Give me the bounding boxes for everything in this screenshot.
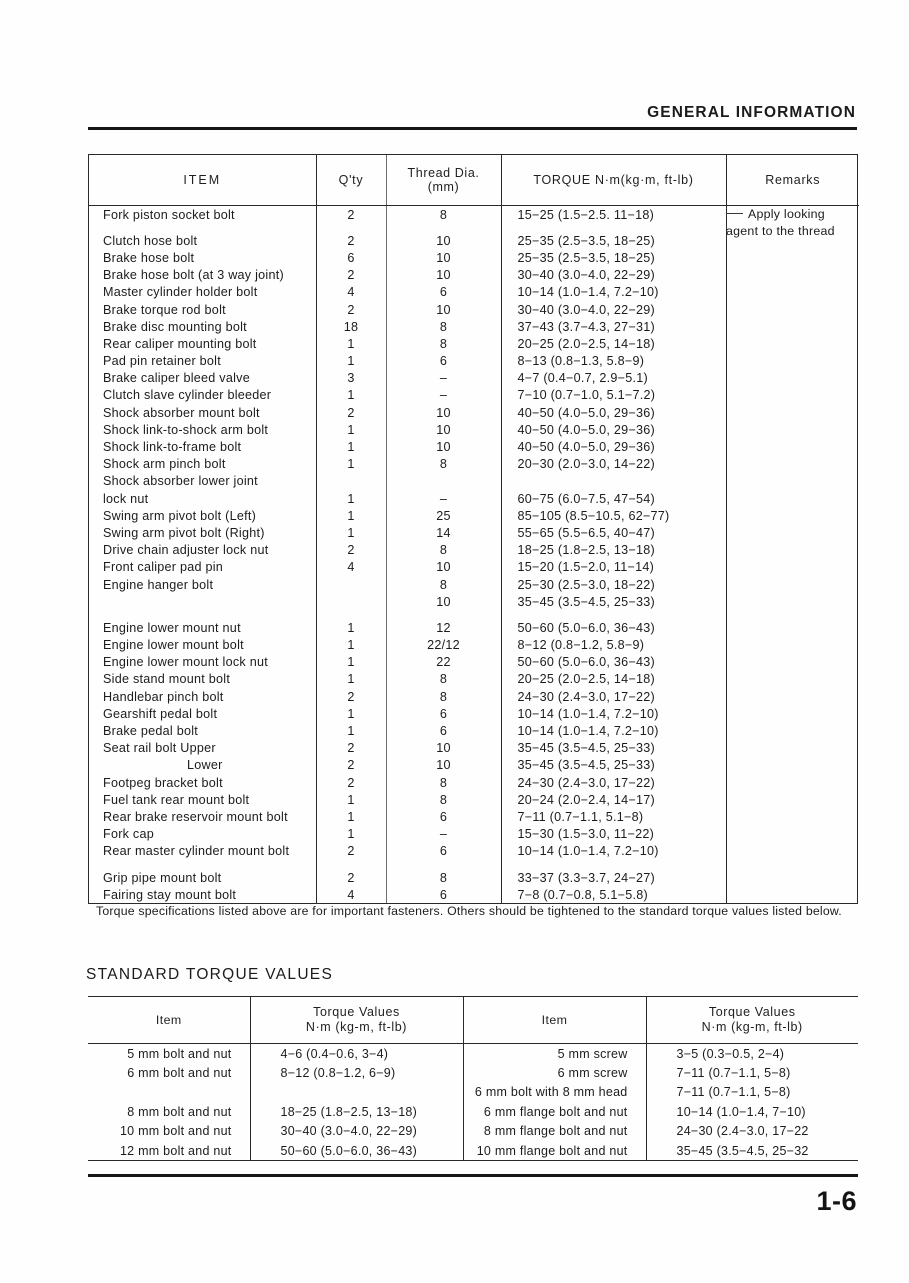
- row-item: Fuel tank rear mount bolt: [89, 791, 316, 808]
- row-remarks: [726, 284, 859, 301]
- table-row: [89, 654, 859, 671]
- row-qty: [316, 473, 386, 490]
- row-qty: 1: [316, 722, 386, 739]
- column-header-item: ITEM: [89, 155, 316, 206]
- row-remarks: [726, 843, 859, 860]
- standard-table-row: [88, 1102, 858, 1121]
- row-remarks: [726, 791, 859, 808]
- row-thread-dia: 8: [386, 860, 501, 886]
- table-row: [89, 438, 859, 455]
- section-title: GENERAL INFORMATION: [647, 104, 856, 121]
- row-torque: 25−35 (2.5−3.5, 18−25): [501, 223, 726, 249]
- row-torque: 8−13 (0.8−1.3, 5.8−9): [501, 353, 726, 370]
- table-row: [89, 249, 859, 266]
- row-remarks: [726, 671, 859, 688]
- row-qty: 1: [316, 791, 386, 808]
- row-remarks: [726, 559, 859, 576]
- row-qty: 2: [316, 860, 386, 886]
- row-remarks: [726, 774, 859, 791]
- row-remarks: [726, 593, 859, 610]
- row-thread-dia: –: [386, 490, 501, 507]
- row-item: Shock arm pinch bolt: [89, 456, 316, 473]
- table-row: [89, 791, 859, 808]
- table-row: [89, 886, 859, 903]
- std-row-value-left: 4−6 (0.4−0.6, 3−4): [250, 1044, 463, 1064]
- row-thread-dia: 10: [386, 249, 501, 266]
- row-qty: 1: [316, 705, 386, 722]
- row-qty: 2: [316, 542, 386, 559]
- row-thread-dia: 12: [386, 610, 501, 636]
- table-row: [89, 507, 859, 524]
- remark-text: Apply looking agent to the thread: [726, 207, 835, 238]
- row-remarks: [726, 826, 859, 843]
- row-qty: 18: [316, 318, 386, 335]
- row-torque: 50−60 (5.0−6.0, 36−43): [501, 654, 726, 671]
- std-row-value-left: 8−12 (0.8−1.2, 6−9): [250, 1063, 463, 1082]
- table-row: [89, 576, 859, 593]
- row-remarks: [726, 576, 859, 593]
- std-row-value-left: 50−60 (5.0−6.0, 36−43): [250, 1141, 463, 1160]
- table-row: [89, 671, 859, 688]
- row-torque: 35−45 (3.5−4.5, 25−33): [501, 593, 726, 610]
- row-torque: 37−43 (3.7−4.3, 27−31): [501, 318, 726, 335]
- row-thread-dia: 6: [386, 353, 501, 370]
- row-torque: 10−14 (1.0−1.4, 7.2−10): [501, 705, 726, 722]
- row-torque: 8−12 (0.8−1.2, 5.8−9): [501, 637, 726, 654]
- std-row-item-right: 8 mm flange bolt and nut: [463, 1122, 646, 1141]
- row-remarks: [726, 507, 859, 524]
- table-row: [89, 335, 859, 352]
- row-item: Fork cap: [89, 826, 316, 843]
- row-item: Handlebar pinch bolt: [89, 688, 316, 705]
- row-torque: 4−7 (0.4−0.7, 2.9−5.1): [501, 370, 726, 387]
- row-item: Brake torque rod bolt: [89, 301, 316, 318]
- column-header-thread-dia-label: Thread Dia.: [407, 166, 480, 180]
- row-qty: 1: [316, 456, 386, 473]
- row-thread-dia: 10: [386, 223, 501, 249]
- row-torque: 55−65 (5.5−6.5, 40−47): [501, 524, 726, 541]
- row-item: Swing arm pivot bolt (Right): [89, 524, 316, 541]
- column-header-remarks: Remarks: [726, 155, 859, 206]
- row-qty: 1: [316, 610, 386, 636]
- remark-leader-dash: [726, 213, 743, 214]
- row-qty: 2: [316, 774, 386, 791]
- row-thread-dia: 8: [386, 335, 501, 352]
- row-torque: 50−60 (5.0−6.0, 36−43): [501, 610, 726, 636]
- row-thread-dia: [386, 473, 501, 490]
- row-torque: 40−50 (4.0−5.0, 29−36): [501, 404, 726, 421]
- row-torque: 85−105 (8.5−10.5, 62−77): [501, 507, 726, 524]
- row-remarks: [726, 421, 859, 438]
- row-item: Engine lower mount nut: [89, 610, 316, 636]
- row-thread-dia: 10: [386, 559, 501, 576]
- row-thread-dia: 10: [386, 421, 501, 438]
- row-thread-dia: –: [386, 387, 501, 404]
- row-thread-dia: 6: [386, 722, 501, 739]
- row-thread-dia: 10: [386, 438, 501, 455]
- row-qty: 1: [316, 524, 386, 541]
- table-row: [89, 860, 859, 886]
- row-remarks: [726, 249, 859, 266]
- row-thread-dia: 6: [386, 808, 501, 825]
- page-header: [88, 104, 857, 130]
- row-torque: 20−25 (2.0−2.5, 14−18): [501, 671, 726, 688]
- row-thread-dia: 10: [386, 404, 501, 421]
- row-torque: 40−50 (4.0−5.0, 29−36): [501, 421, 726, 438]
- row-thread-dia: 22/12: [386, 637, 501, 654]
- row-remarks: [726, 473, 859, 490]
- row-torque: 30−40 (3.0−4.0, 22−29): [501, 267, 726, 284]
- row-torque: 15−20 (1.5−2.0, 11−14): [501, 559, 726, 576]
- row-item: Brake caliper bleed valve: [89, 370, 316, 387]
- row-torque: 25−30 (2.5−3.0, 18−22): [501, 576, 726, 593]
- table-footnote: Torque specifications listed above are for important fasteners. Others should be tightened to the standard torque values listed below.: [96, 904, 842, 918]
- std-row-value-left: 30−40 (3.0−4.0, 22−29): [250, 1122, 463, 1141]
- row-qty: [316, 593, 386, 610]
- row-thread-dia: 8: [386, 206, 501, 224]
- row-qty: 1: [316, 637, 386, 654]
- row-qty: 1: [316, 654, 386, 671]
- row-qty: 1: [316, 507, 386, 524]
- row-remarks: [726, 267, 859, 284]
- row-thread-dia: 6: [386, 886, 501, 903]
- row-torque: 15−30 (1.5−3.0, 11−22): [501, 826, 726, 843]
- row-thread-dia: 8: [386, 456, 501, 473]
- row-item: Side stand mount bolt: [89, 671, 316, 688]
- row-item: [89, 593, 316, 610]
- row-item: Engine lower mount lock nut: [89, 654, 316, 671]
- row-remarks: [726, 456, 859, 473]
- row-thread-dia: 8: [386, 542, 501, 559]
- table-row: [89, 688, 859, 705]
- row-qty: 2: [316, 206, 386, 224]
- std-column-header-item-right: Item: [463, 997, 646, 1044]
- row-thread-dia: 10: [386, 267, 501, 284]
- standard-table-row: [88, 1083, 858, 1102]
- row-qty: 2: [316, 223, 386, 249]
- std-row-item-left: [88, 1083, 250, 1102]
- table-row: [89, 593, 859, 610]
- table-row: [89, 774, 859, 791]
- table-row: [89, 387, 859, 404]
- row-remarks: [726, 705, 859, 722]
- row-torque: 7−8 (0.7−0.8, 5.1−5.8): [501, 886, 726, 903]
- std-row-value-right: 35−45 (3.5−4.5, 25−32: [676, 1143, 809, 1158]
- std-row-item-left: 12 mm bolt and nut: [88, 1141, 250, 1160]
- table-row: [89, 456, 859, 473]
- row-remarks: [726, 637, 859, 654]
- torque-specification-table: [88, 154, 858, 904]
- row-remarks: [726, 318, 859, 335]
- standard-table-row: [88, 1122, 858, 1141]
- std-row-item-left: 10 mm bolt and nut: [88, 1122, 250, 1141]
- row-remarks: [726, 301, 859, 318]
- column-header-torque: TORQUE N·m(kg·m, ft-lb): [501, 155, 726, 206]
- table-row: [89, 826, 859, 843]
- std-row-value-right: 7−11 (0.7−1.1, 5−8): [676, 1066, 791, 1081]
- table-row: [89, 353, 859, 370]
- page-number: 1-6: [816, 1186, 857, 1216]
- row-torque: 35−45 (3.5−4.5, 25−33): [501, 740, 726, 757]
- row-remarks: [726, 490, 859, 507]
- row-qty: 1: [316, 421, 386, 438]
- std-row-value-right: 24−30 (2.4−3.0, 17−22: [676, 1124, 809, 1139]
- row-thread-dia: 14: [386, 524, 501, 541]
- table-row: [89, 542, 859, 559]
- row-torque: 18−25 (1.8−2.5, 13−18): [501, 542, 726, 559]
- standard-table-row: [88, 1063, 858, 1082]
- row-qty: 2: [316, 740, 386, 757]
- row-item: Brake hose bolt (at 3 way joint): [89, 267, 316, 284]
- row-remarks: [726, 860, 859, 886]
- row-thread-dia: 8: [386, 774, 501, 791]
- standard-table-row: [88, 1044, 858, 1064]
- row-qty: 1: [316, 387, 386, 404]
- row-qty: 4: [316, 886, 386, 903]
- row-torque: 20−24 (2.0−2.4, 14−17): [501, 791, 726, 808]
- row-item: Shock link-to-frame bolt: [89, 438, 316, 455]
- row-remarks: [726, 387, 859, 404]
- row-item: Rear brake reservoir mount bolt: [89, 808, 316, 825]
- std-row-value-left: 18−25 (1.8−2.5, 13−18): [250, 1102, 463, 1121]
- row-torque: 7−11 (0.7−1.1, 5.1−8): [501, 808, 726, 825]
- row-item: Brake disc mounting bolt: [89, 318, 316, 335]
- table-row: [89, 404, 859, 421]
- row-item: Shock absorber lower joint: [89, 473, 316, 490]
- row-thread-dia: 10: [386, 593, 501, 610]
- row-thread-dia: 6: [386, 843, 501, 860]
- row-item: Pad pin retainer bolt: [89, 353, 316, 370]
- row-item: Gearshift pedal bolt: [89, 705, 316, 722]
- std-column-header-values-right: [646, 997, 858, 1044]
- row-thread-dia: 10: [386, 740, 501, 757]
- row-remarks: [726, 688, 859, 705]
- row-item: Swing arm pivot bolt (Left): [89, 507, 316, 524]
- row-qty: 2: [316, 688, 386, 705]
- row-torque: 10−14 (1.0−1.4, 7.2−10): [501, 722, 726, 739]
- row-torque: 30−40 (3.0−4.0, 22−29): [501, 301, 726, 318]
- row-remarks: [726, 404, 859, 421]
- table-row: [89, 610, 859, 636]
- row-item: Engine lower mount bolt: [89, 637, 316, 654]
- row-thread-dia: –: [386, 826, 501, 843]
- row-torque: 7−10 (0.7−1.0, 5.1−7.2): [501, 387, 726, 404]
- row-item-indent: Lower: [187, 758, 223, 773]
- row-torque: 60−75 (6.0−7.5, 47−54): [501, 490, 726, 507]
- row-torque: 25−35 (2.5−3.5, 18−25): [501, 249, 726, 266]
- row-remarks: [726, 722, 859, 739]
- standard-table-row: [88, 1141, 858, 1160]
- row-qty: 1: [316, 438, 386, 455]
- row-item: Engine hanger bolt: [89, 576, 316, 593]
- row-remarks: [726, 524, 859, 541]
- table-row: [89, 318, 859, 335]
- row-qty: 1: [316, 353, 386, 370]
- row-torque: 33−37 (3.3−3.7, 24−27): [501, 860, 726, 886]
- std-row-value-right: 7−11 (0.7−1.1, 5−8): [676, 1085, 791, 1100]
- table-row: [89, 705, 859, 722]
- row-item: Clutch hose bolt: [89, 223, 316, 249]
- row-thread-dia: 8: [386, 688, 501, 705]
- std-column-header-item-left: Item: [88, 997, 250, 1044]
- row-item: Brake pedal bolt: [89, 722, 316, 739]
- row-item: Grip pipe mount bolt: [89, 860, 316, 886]
- row-qty: 6: [316, 249, 386, 266]
- row-thread-dia: 6: [386, 705, 501, 722]
- row-thread-dia: 6: [386, 284, 501, 301]
- std-column-header-values-left: [250, 997, 463, 1044]
- row-item: Shock absorber mount bolt: [89, 404, 316, 421]
- row-item: Fork piston socket bolt: [89, 206, 316, 224]
- std-row-item-left: 5 mm bolt and nut: [88, 1044, 250, 1064]
- row-torque: 40−50 (4.0−5.0, 29−36): [501, 438, 726, 455]
- row-item: Rear caliper mounting bolt: [89, 335, 316, 352]
- row-torque: 20−30 (2.0−3.0, 14−22): [501, 456, 726, 473]
- row-qty: 2: [316, 301, 386, 318]
- table-row: [89, 267, 859, 284]
- row-torque: 15−25 (1.5−2.5. 11−18): [501, 206, 726, 224]
- std-row-item-right: 5 mm screw: [463, 1044, 646, 1064]
- table-row: [89, 421, 859, 438]
- row-item: Footpeg bracket bolt: [89, 774, 316, 791]
- table-row: [89, 524, 859, 541]
- row-remarks: [726, 654, 859, 671]
- row-qty: 1: [316, 490, 386, 507]
- row-item: Fairing stay mount bolt: [89, 886, 316, 903]
- row-thread-dia: 10: [386, 301, 501, 318]
- std-values-label-left-1: Torque Values: [313, 1005, 400, 1019]
- row-item: Drive chain adjuster lock nut: [89, 542, 316, 559]
- row-remarks: [726, 757, 859, 774]
- row-remarks: [726, 353, 859, 370]
- row-thread-dia: 8: [386, 791, 501, 808]
- row-qty: [316, 576, 386, 593]
- row-qty: 2: [316, 404, 386, 421]
- standard-torque-table: [88, 996, 858, 1161]
- column-header-thread-dia-unit: (mm): [427, 180, 460, 194]
- row-torque: [501, 473, 726, 490]
- std-row-item-right: 6 mm flange bolt and nut: [463, 1102, 646, 1121]
- row-item: [89, 757, 316, 774]
- std-row-item-right: 10 mm flange bolt and nut: [463, 1141, 646, 1160]
- remark-apply-locking-agent: [726, 206, 854, 239]
- table-row: [89, 370, 859, 387]
- row-item: Rear master cylinder mount bolt: [89, 843, 316, 860]
- table-header-row: [89, 155, 859, 206]
- row-qty: 1: [316, 826, 386, 843]
- row-qty: 1: [316, 335, 386, 352]
- std-values-label-right-2: N·m (kg-m, ft-lb): [701, 1020, 803, 1034]
- row-thread-dia: 22: [386, 654, 501, 671]
- row-qty: 4: [316, 559, 386, 576]
- row-thread-dia: 10: [386, 757, 501, 774]
- row-item: Master cylinder holder bolt: [89, 284, 316, 301]
- std-values-label-right-1: Torque Values: [708, 1005, 796, 1019]
- row-remarks: [726, 370, 859, 387]
- table-row: [89, 740, 859, 757]
- row-remarks: [726, 438, 859, 455]
- row-qty: 4: [316, 284, 386, 301]
- column-header-thread-dia: [386, 155, 501, 206]
- row-item: Front caliper pad pin: [89, 559, 316, 576]
- std-row-item-left: 8 mm bolt and nut: [88, 1102, 250, 1121]
- table-row: [89, 843, 859, 860]
- row-thread-dia: 8: [386, 576, 501, 593]
- row-item: Clutch slave cylinder bleeder: [89, 387, 316, 404]
- table-row: [89, 637, 859, 654]
- row-qty: 2: [316, 267, 386, 284]
- table-row: [89, 490, 859, 507]
- row-torque: 20−25 (2.0−2.5, 14−18): [501, 335, 726, 352]
- table-row: [89, 757, 859, 774]
- table-row: [89, 284, 859, 301]
- row-thread-dia: –: [386, 370, 501, 387]
- table-row: [89, 808, 859, 825]
- table-row: [89, 473, 859, 490]
- row-qty: 1: [316, 808, 386, 825]
- row-remarks: [726, 335, 859, 352]
- row-remarks: [726, 886, 859, 903]
- row-remarks: [726, 610, 859, 636]
- std-row-item-right: 6 mm bolt with 8 mm head: [463, 1083, 646, 1102]
- row-torque: 24−30 (2.4−3.0, 17−22): [501, 688, 726, 705]
- row-remarks: [726, 542, 859, 559]
- row-remarks: [726, 808, 859, 825]
- header-rule: [88, 127, 857, 130]
- row-torque: 35−45 (3.5−4.5, 25−33): [501, 757, 726, 774]
- row-torque: 10−14 (1.0−1.4, 7.2−10): [501, 843, 726, 860]
- row-qty: 3: [316, 370, 386, 387]
- table-row: [89, 559, 859, 576]
- row-item: Brake hose bolt: [89, 249, 316, 266]
- footer-rule: [88, 1174, 858, 1177]
- std-values-label-left-2: N·m (kg-m, ft-lb): [305, 1020, 408, 1034]
- column-header-qty: Q'ty: [316, 155, 386, 206]
- standard-table-header-row: [88, 997, 858, 1044]
- row-torque: 10−14 (1.0−1.4, 7.2−10): [501, 284, 726, 301]
- std-row-item-right: 6 mm screw: [463, 1063, 646, 1082]
- row-torque: 24−30 (2.4−3.0, 17−22): [501, 774, 726, 791]
- std-row-value-left: [250, 1083, 463, 1102]
- row-thread-dia: 8: [386, 318, 501, 335]
- std-row-value-right: 3−5 (0.3−0.5, 2−4): [676, 1046, 785, 1061]
- row-item: Seat rail bolt Upper: [89, 740, 316, 757]
- standard-torque-heading: STANDARD TORQUE VALUES: [86, 966, 334, 983]
- std-row-item-left: 6 mm bolt and nut: [88, 1063, 250, 1082]
- row-thread-dia: 25: [386, 507, 501, 524]
- row-qty: 2: [316, 757, 386, 774]
- row-thread-dia: 8: [386, 671, 501, 688]
- row-qty: 2: [316, 843, 386, 860]
- row-item: lock nut: [89, 490, 316, 507]
- row-remarks: [726, 740, 859, 757]
- table-row: [89, 722, 859, 739]
- std-row-value-right: 10−14 (1.0−1.4, 7−10): [676, 1104, 806, 1119]
- table-row: [89, 301, 859, 318]
- row-item: Shock link-to-shock arm bolt: [89, 421, 316, 438]
- row-qty: 1: [316, 671, 386, 688]
